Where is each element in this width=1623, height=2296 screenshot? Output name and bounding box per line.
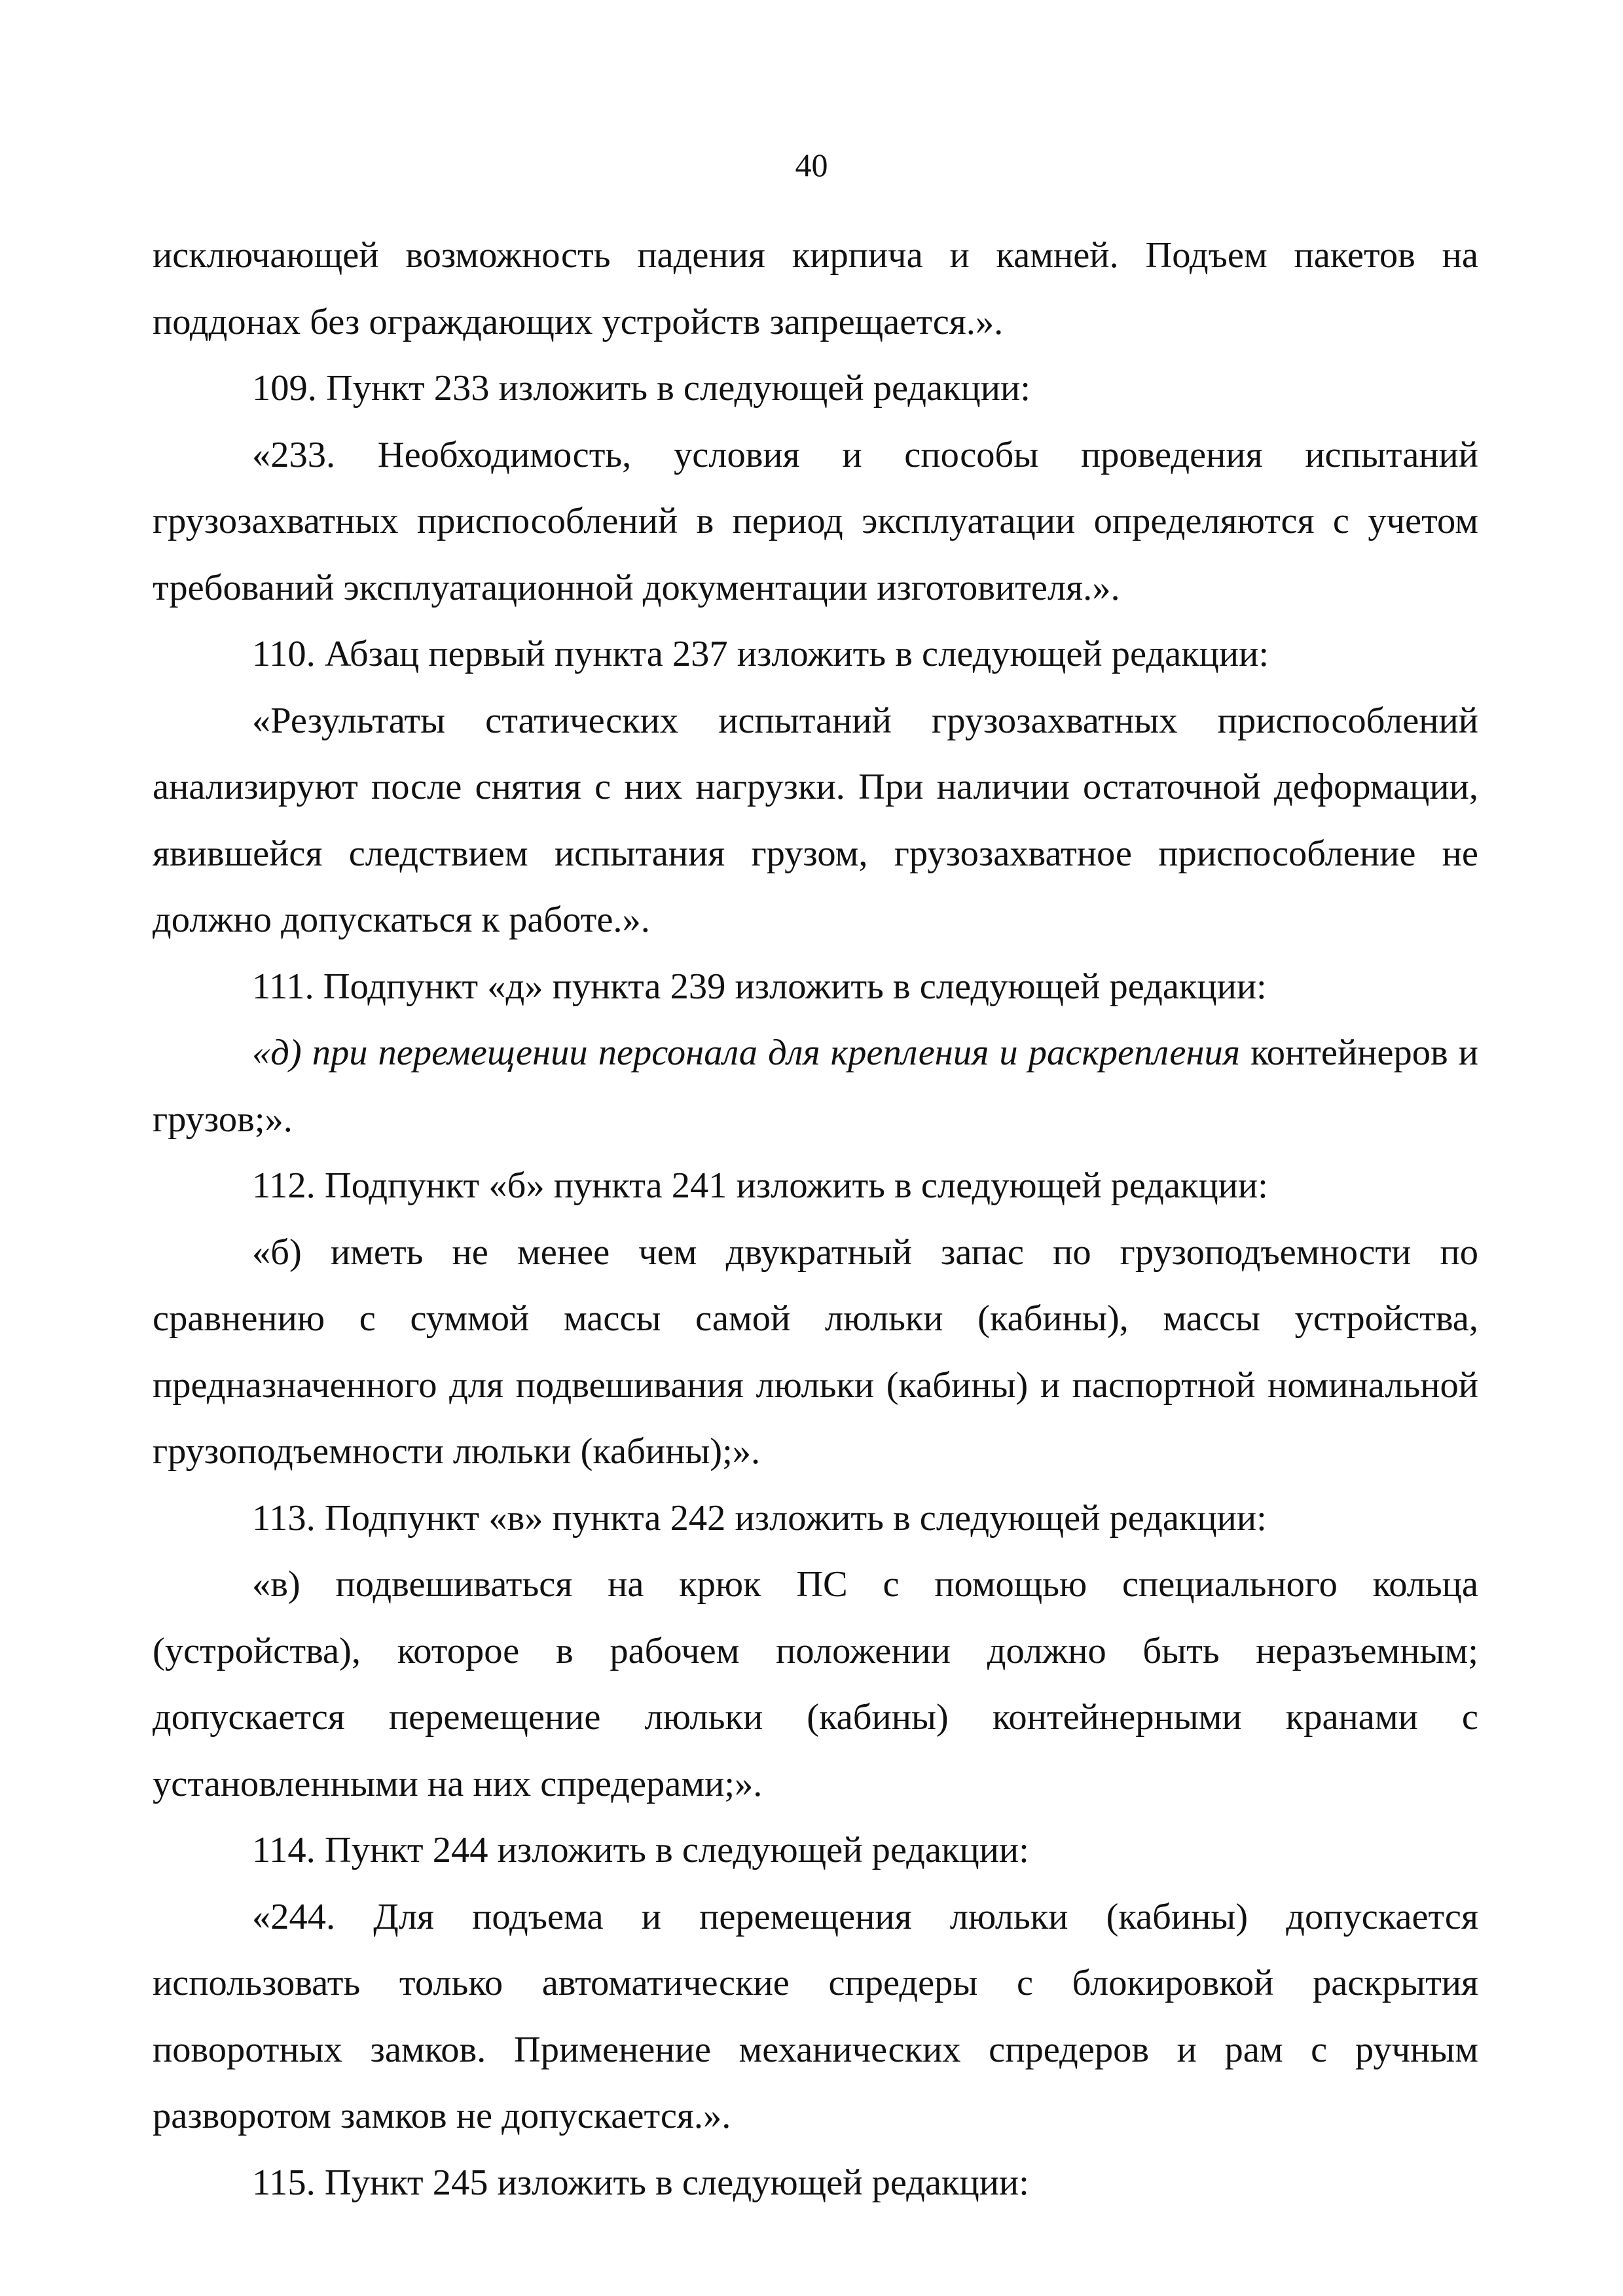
- amendment-text-241b: «б) иметь не менее чем двукратный запас по грузоподъемности по сравнению с суммой массы самой люльки (кабины), массы устройства, предназначенного для подвешивания люльки (кабины) и паспортной номинальной грузоподъемности люльки (кабины);».: [153, 1231, 1478, 1472]
- amendment-text-239d-italic: «д) при перемещении персонала для крепления и раскрепления: [252, 1032, 1241, 1073]
- page-number: 40: [795, 147, 828, 183]
- amendment-item-115: 115. Пункт 245 изложить в следующей редакции:: [252, 2162, 1029, 2203]
- amendment-item-111: 111. Подпункт «д» пункта 239 изложить в следующей редакции:: [252, 966, 1267, 1007]
- document-body: [153, 223, 1478, 2216]
- amendment-text-239d-normal: контейнеров и грузов;».: [153, 1032, 1478, 1140]
- amendment-text-244: «244. Для подъема и перемещения люльки (кабины) допускается использовать только автоматические спредеры с блокировкой раскрытия поворотных замков. Применение механических спредеров и рам с ручным разворотом замков не допускается.».: [153, 1896, 1478, 2136]
- amendment-item-114: 114. Пункт 244 изложить в следующей редакции:: [252, 1830, 1029, 1870]
- amendment-item-110: 110. Абзац первый пункта 237 изложить в следующей редакции:: [252, 634, 1269, 674]
- amendment-text-239d: [153, 1020, 1478, 1153]
- amendment-item-109: 109. Пункт 233 изложить в следующей редакции:: [252, 368, 1030, 409]
- amendment-text-242v: «в) подвешиваться на крюк ПС с помощью специального кольца (устройства), которое в рабочем положении должно быть неразъемным; допускается перемещение люльки (кабины) контейнерными кранами с установленными на них спредерами;».: [153, 1564, 1478, 1804]
- paragraph-continuation: исключающей возможность падения кирпича и камней. Подъем пакетов на поддонах без ограждающих устройств запрещается.».: [153, 235, 1478, 342]
- amendment-item-112: 112. Подпункт «б» пункта 241 изложить в следующей редакции:: [252, 1165, 1268, 1206]
- amendment-item-113: 113. Подпункт «в» пункта 242 изложить в следующей редакции:: [252, 1497, 1267, 1539]
- amendment-text-233: «233. Необходимость, условия и способы проведения испытаний грузозахватных приспособлений в период эксплуатации определяются с учетом требований эксплуатационной документации изготовителя.».: [153, 434, 1478, 608]
- amendment-text-237: «Результаты статических испытаний грузозахватных приспособлений анализируют после снятия с них нагрузки. При наличии остаточной деформации, явившейся следствием испытания грузом, грузозахватное приспособление не должно допускаться к работе.».: [153, 700, 1478, 940]
